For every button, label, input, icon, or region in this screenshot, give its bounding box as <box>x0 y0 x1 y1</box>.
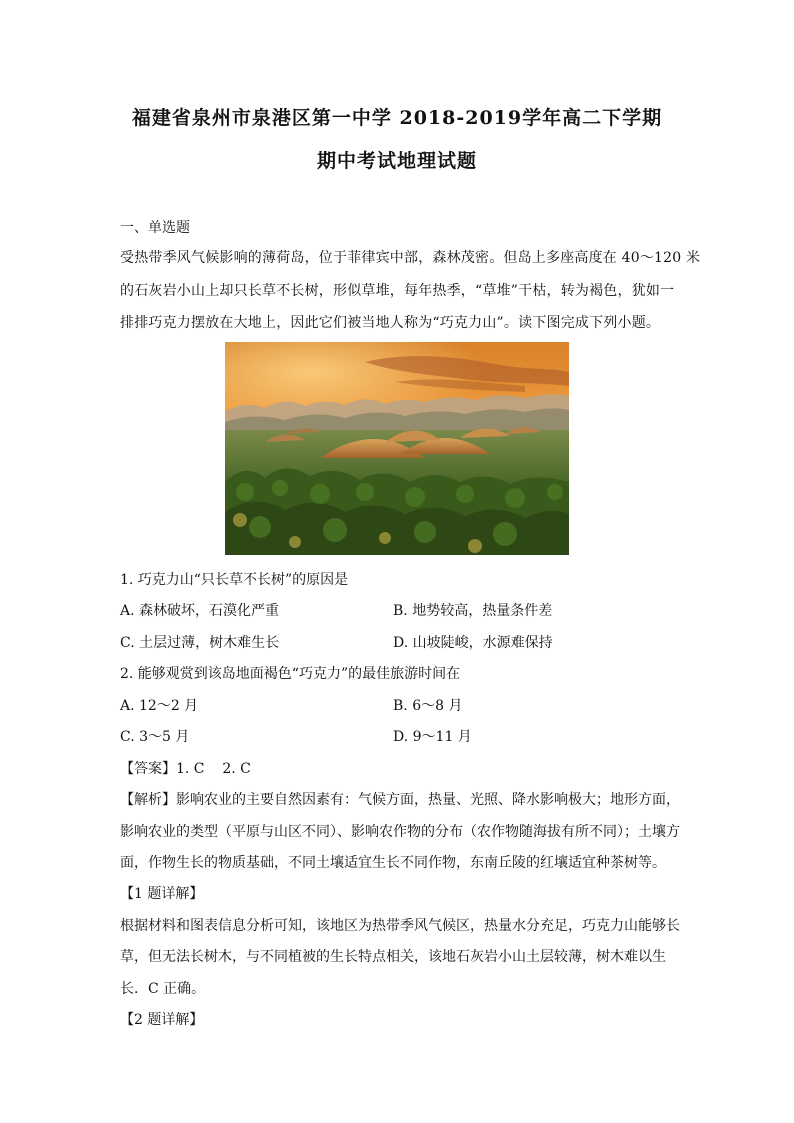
intro-line-3: 排排巧克力摆放在大地上，因此它们被当地人称为“巧克力山”。读下图完成下列小题。 <box>120 315 661 331</box>
question-1-option-c: C. 土层过薄，树木难生长 <box>120 635 280 651</box>
chocolate-hills-photo <box>225 342 569 555</box>
question-2-option-a: A. 12～2 月 <box>120 698 199 714</box>
question-1-option-d: D. 山坡陡峻，水源难保持 <box>393 635 553 651</box>
detail-1-line-3: 长．C 正确。 <box>120 981 206 997</box>
detail-1-heading: 【1 题详解】 <box>120 886 204 902</box>
question-2-option-b: B. 6～8 月 <box>393 698 463 714</box>
question-1-option-b: B. 地势较高，热量条件差 <box>393 603 553 619</box>
detail-1-line-2: 草，但无法长树木，与不同植被的生长特点相关，该地石灰岩小山土层较薄，树木难以生 <box>120 949 666 965</box>
question-2-stem: 2. 能够观赏到该岛地面褐色“巧克力”的最佳旅游时间在 <box>120 666 461 682</box>
question-1-option-a: A. 森林破坏，石漠化严重 <box>120 603 280 619</box>
analysis-line-1: 【解析】影响农业的主要自然因素有：气候方面，热量、光照、降水影响极大；地形方面， <box>120 792 680 808</box>
question-2-option-d: D. 9～11 月 <box>393 729 472 745</box>
analysis-line-3: 面，作物生长的物质基础，不同土壤适宜生长不同作物，东南丘陵的红壤适宜种茶树等。 <box>120 855 666 871</box>
document-title-line-1: 福建省泉州市泉港区第一中学 2018-2019学年高二下学期 <box>131 107 663 129</box>
detail-1-line-1: 根据材料和图表信息分析可知，该地区为热带季风气候区，热量水分充足，巧克力山能够长 <box>120 918 680 934</box>
document-title-line-2: 期中考试地理试题 <box>316 150 477 172</box>
intro-line-2: 的石灰岩小山上却只长草不长树，形似草堆，每年热季，“草堆”干枯，转为褐色，犹如一 <box>120 283 675 299</box>
detail-2-heading: 【2 题详解】 <box>120 1012 204 1028</box>
question-2-option-c: C. 3～5 月 <box>120 729 190 745</box>
answer-line: 【答案】1. C 2. C <box>120 761 251 777</box>
question-1-stem: 1. 巧克力山“只长草不长树”的原因是 <box>120 572 349 588</box>
analysis-line-2: 影响农业的类型（平原与山区不同）、影响农作物的分布（农作物随海拔有所不同）；土壤方 <box>120 824 680 840</box>
section-heading: 一、单选题 <box>120 220 190 236</box>
intro-line-1: 受热带季风气候影响的薄荷岛，位于菲律宾中部，森林茂密。但岛上多座高度在 40～120 米 <box>120 250 701 266</box>
